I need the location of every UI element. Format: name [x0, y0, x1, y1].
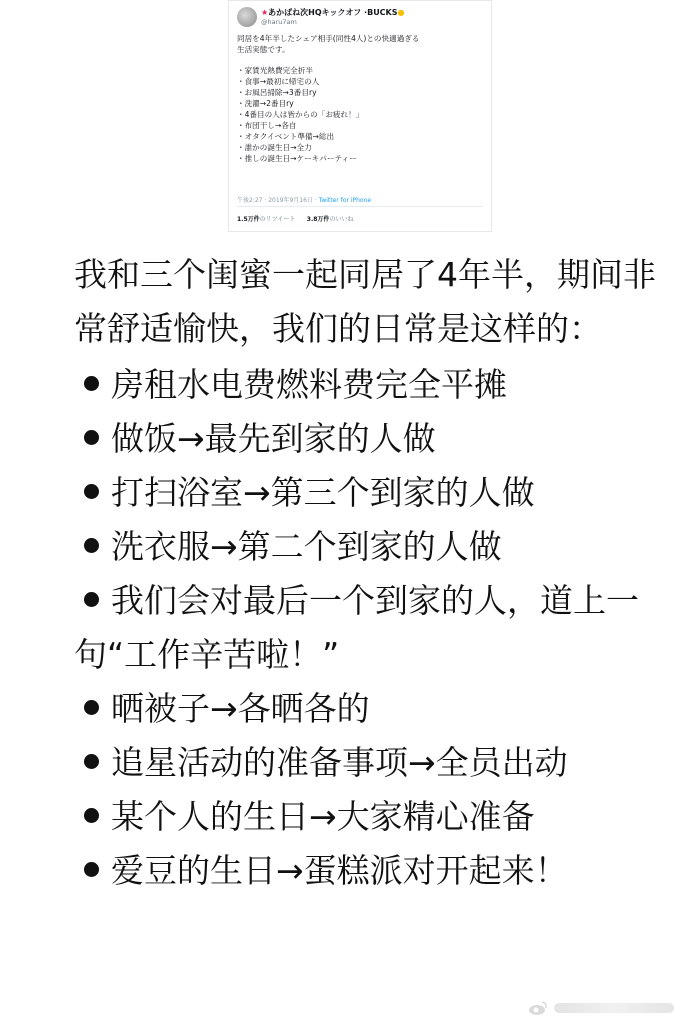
watermark-handle	[554, 1003, 674, 1013]
avatar[interactable]	[237, 7, 257, 27]
divider	[237, 206, 483, 207]
bullet-icon	[84, 430, 99, 445]
list-item: 爱豆的生日→蛋糕派对开起来！	[74, 844, 674, 898]
tweet-list-line: ・食事→最初に帰宅の人	[237, 77, 320, 86]
tweet-source-link[interactable]: Twitter for iPhone	[318, 197, 372, 204]
translation-intro: 我和三个闺蜜一起同居了4年半，期间非常舒适愉快，我们的日常是这样的：	[74, 255, 656, 348]
like-count[interactable]: 3.8万件	[306, 216, 330, 223]
list-item: 洗衣服→第二个到家的人做	[74, 520, 674, 574]
tweet-display-name[interactable]: ★あかばね次HQキックオフ ·BUCKS●	[261, 8, 405, 17]
list-item: 晒被子→各晒各的	[74, 682, 674, 736]
bullet-icon	[84, 808, 99, 823]
list-item: 某个人的生日→大家精心准备	[74, 790, 674, 844]
tweet-body	[237, 33, 487, 164]
bullet-icon	[84, 538, 99, 553]
bullet-icon	[84, 862, 99, 877]
bullet-icon	[84, 592, 99, 607]
tweet-body-line: 生活実態です。	[237, 45, 290, 54]
bullet-icon	[84, 754, 99, 769]
tweet-list-line: ・お風呂掃除→3番目ry	[237, 88, 317, 97]
tweet-list-line: ・推しの誕生日→ケーキパーティー	[237, 154, 357, 163]
tweet-list-line: ・誰かの誕生日→全力	[237, 143, 312, 152]
tweet-list-line: ・オタクイベント準備→総出	[237, 132, 335, 141]
tweet-list-line: ・4番目の人は皆からの「お疲れ！」	[237, 110, 364, 119]
bullet-icon	[84, 376, 99, 391]
tweet-body-line: 同居を4年半したシェア相手(同性4人)との快適過ぎる	[237, 34, 420, 43]
badge-icon: ●	[397, 8, 405, 17]
list-item: 房租水电费燃料费完全平摊	[74, 358, 674, 412]
bullet-icon	[84, 484, 99, 499]
tweet-list-line: ・布団干し→各自	[237, 121, 297, 130]
list-item: 我们会对最后一个到家的人，道上一句“工作辛苦啦！”	[74, 581, 639, 674]
tweet-handle[interactable]: @haru7am	[261, 18, 297, 26]
weibo-logo-icon	[528, 1000, 548, 1016]
list-item: 做饭→最先到家的人做	[74, 412, 674, 466]
embedded-tweet-card	[228, 0, 492, 232]
tweet-timestamp: 午後2:27 · 2019年9月16日 · Twitter for iPhone	[237, 197, 372, 204]
tweet-list-line: ・家賃光熱費完全折半	[237, 66, 313, 75]
tweet-list-line: ・洗濯→2番目ry	[237, 99, 294, 108]
translation-text	[74, 248, 674, 898]
list-item: 打扫浴室→第三个到家的人做	[74, 466, 674, 520]
retweet-count[interactable]: 1.5万件	[237, 216, 260, 223]
tweet-body-gap	[237, 55, 487, 65]
star-icon: ★	[261, 8, 269, 17]
bullet-icon	[84, 700, 99, 715]
watermark	[528, 998, 674, 1018]
list-item: 追星活动的准备事项→全员出动	[74, 736, 674, 790]
tweet-stats: 1.5万件のリツイート 3.8万件のいいね	[237, 216, 354, 223]
